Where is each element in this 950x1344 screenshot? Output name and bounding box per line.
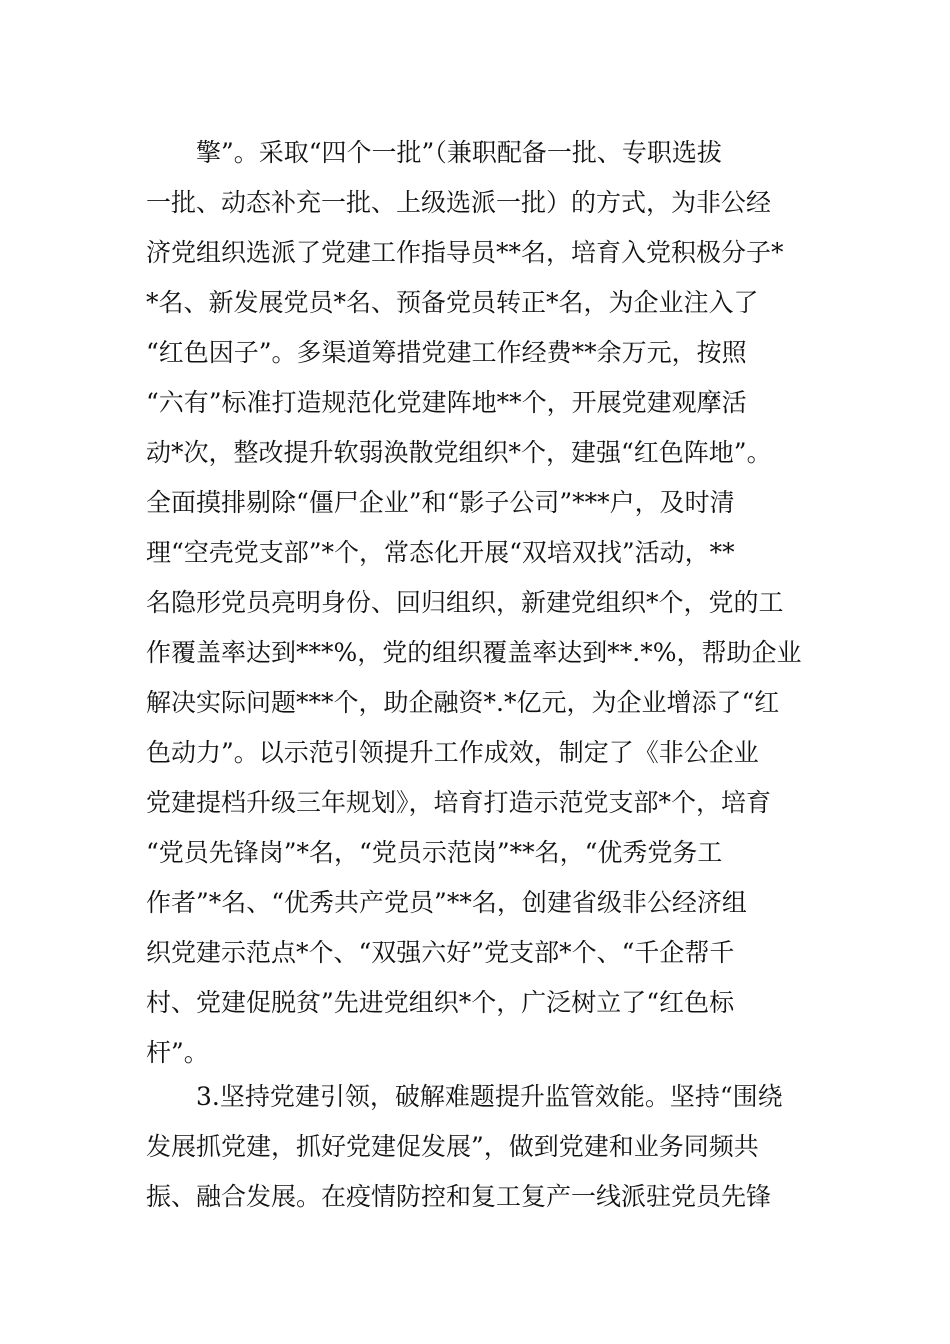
text-line: 党建提档升级三年规划》，培育打造示范党支部*个，培育	[146, 788, 772, 817]
text-line: 杆”。	[146, 1038, 209, 1067]
text-line: 理“空壳党支部”*个，常态化开展“双培双找”活动，**	[146, 538, 735, 567]
text-line: 3.坚持党建引领，破解难题提升监管效能。坚持“围绕	[196, 1082, 783, 1111]
paragraph-2	[146, 1072, 826, 1222]
text-line: 振、融合发展。在疫情防控和复工复产一线派驻党员先锋	[146, 1182, 772, 1211]
text-line: 色动力”。以示范引领提升工作成效，制定了《非公企业	[146, 738, 759, 767]
text-line: 动*次，整改提升软弱涣散党组织*个，建强“红色阵地”。	[146, 438, 772, 467]
paragraph-1	[146, 128, 826, 1078]
text-line: 解决实际问题***个，助企融资*.*亿元，为企业增添了“红	[146, 688, 780, 717]
text-line: 作覆盖率达到***%，党的组织覆盖率达到**.*%，帮助企业	[146, 638, 802, 667]
text-line: 织党建示范点*个、“双强六好”党支部*个、“千企帮千	[146, 938, 735, 967]
text-line: 擎”。采取“四个一批”（兼职配备一批、专职选拔	[196, 138, 722, 167]
text-line: 济党组织选派了党建工作指导员**名，培育入党积极分子*	[146, 238, 784, 267]
text-line: “党员先锋岗”*名，“党员示范岗”**名，“优秀党务工	[146, 838, 723, 867]
text-line: “六有”标准打造规范化党建阵地**个，开展党建观摩活	[146, 388, 747, 417]
text-line: *名、新发展党员*名、预备党员转正*名，为企业注入了	[146, 288, 759, 317]
text-line: 全面摸排剔除“僵尸企业”和“影子公司”***户，及时清	[146, 488, 735, 517]
text-line: 名隐形党员亮明身份、回归组织，新建党组织*个，党的工	[146, 588, 784, 617]
text-line: 发展抓党建，抓好党建促发展”，做到党建和业务同频共	[146, 1132, 759, 1161]
text-line: 一批、动态补充一批、上级选派一批）的方式，为非公经	[146, 188, 772, 217]
text-line: “红色因子”。多渠道筹措党建工作经费**余万元，按照	[146, 338, 747, 367]
text-line: 村、党建促脱贫”先进党组织*个，广泛树立了“红色标	[146, 988, 735, 1017]
text-line: 作者”*名、“优秀共产党员”**名，创建省级非公经济组	[146, 888, 747, 917]
